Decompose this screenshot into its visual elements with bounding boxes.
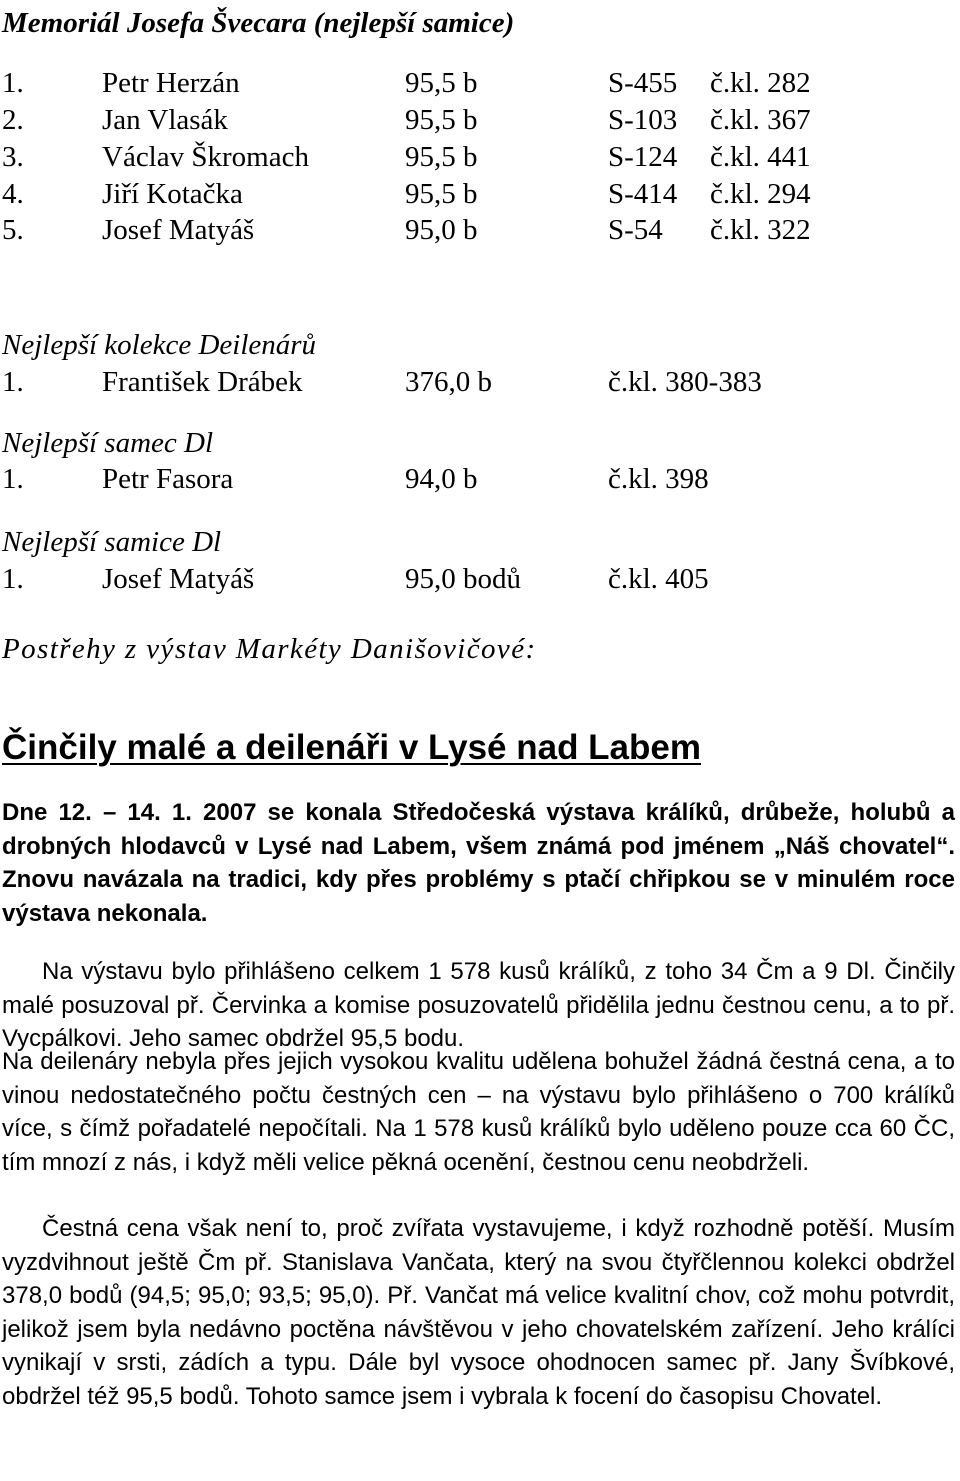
result-rank: 1. (2, 463, 24, 495)
article-paragraph: Na deilenáry nebyla přes jejich vysokou kvalitu udělena bohužel žádná čestná cena, a to vinou nedostatečného počtu čestných cen – na výstavu bylo přihlášeno o 700 králíků více, s čímž pořadatelé nepočítali. Na 1 578 kusů králíků bylo uděleno pouze cca 60 ČC, tím mnozí z nás, i když měli velice pěkná ocenění, čestnou cenu neobdrželi. (2, 1048, 955, 1176)
result-breeder: Jan Vlasák (102, 104, 228, 136)
category-title: Nejlepší samice Dl (2, 526, 222, 558)
article-intro: Dne 12. – 14. 1. 2007 se konala Středočeská výstava králíků, drůbeže, holubů a drobných hlodavců v Lysé nad Labem, všem známá pod jménem „Náš chovatel“. Znovu navázala na tradici, kdy přes problémy s ptačí chřipkou se v minulém roce výstava nekonala. (2, 799, 955, 927)
result-class-number: č.kl. 405 (608, 563, 709, 595)
result-ring: S-455 (608, 67, 678, 99)
result-breeder: Václav Škromach (102, 141, 309, 173)
result-rank: 1. (2, 366, 24, 398)
result-breeder: Josef Matyáš (102, 563, 255, 595)
result-class-number: č.kl. 441 (710, 141, 811, 173)
result-class-number: č.kl. 380-383 (608, 366, 762, 398)
result-breeder: Petr Herzán (102, 67, 240, 99)
result-class-number: č.kl. 282 (710, 67, 811, 99)
result-class-number: č.kl. 367 (710, 104, 811, 136)
result-ring: S-124 (608, 141, 678, 173)
paragraph-text: Čestná cena však není to, proč zvířata vystavujeme, i když rozhodně potěší. Musím vyzdvihnout ještě Čm př. Stanislava Vančata, který na svou čtyřčlennou kolekci obdržel 378,0 bodů (94,5; 95,0; 93,5; 95,0). Př. Vančat má velice kvalitní chov, což mohu potvrdit, jelikož jsem byla nedávno poctěna návštěvou v jeho chovatelském zařízení. Jeho králíci vynikají v srsti, zádích a typu. Dále byl vysoce ohodnocen samec př. Jany Švíbkové, obdržel též 95,5 bodů. Tohoto samce jsem i vybrala k focení do časopisu Chovatel. (2, 1215, 955, 1410)
result-points: 95,0 bodů (405, 563, 521, 595)
result-ring: S-54 (608, 214, 663, 246)
result-points: 95,5 b (405, 67, 478, 99)
article-title: Činčily malé a deilenáři v Lysé nad Labem (2, 728, 701, 767)
paragraph-text: Na výstavu bylo přihlášeno celkem 1 578 kusů králíků, z toho 34 Čm a 9 Dl. Činčily malé posuzoval př. Červinka a komise posuzovatelů přidělila jednu čestnou cenu, a to př. Vycpálkovi. Jeho samec obdržel 95,5 bodu. (2, 958, 955, 1052)
article-paragraph (2, 955, 955, 1056)
observations-heading: Postřehy z výstav Markéty Danišovičové: (2, 633, 537, 665)
result-class-number: č.kl. 294 (710, 178, 811, 210)
result-points: 94,0 b (405, 463, 478, 495)
result-rank: 1. (2, 563, 24, 595)
result-rank: 1. (2, 67, 24, 99)
result-breeder: Petr Fasora (102, 463, 234, 495)
result-rank: 3. (2, 141, 24, 173)
result-breeder: Josef Matyáš (102, 214, 255, 246)
result-rank: 2. (2, 104, 24, 136)
article-paragraph (2, 1212, 955, 1413)
result-points: 376,0 b (405, 366, 492, 398)
category-title: Nejlepší samec Dl (2, 427, 214, 459)
memorial-title: Memoriál Josefa Švecara (nejlepší samice) (2, 7, 515, 39)
result-ring: S-414 (608, 178, 678, 210)
result-points: 95,5 b (405, 141, 478, 173)
result-breeder: Jiří Kotačka (102, 178, 243, 210)
category-title: Nejlepší kolekce Deilenárů (2, 329, 317, 361)
result-class-number: č.kl. 398 (608, 463, 709, 495)
result-points: 95,0 b (405, 214, 478, 246)
result-breeder: František Drábek (102, 366, 303, 398)
result-rank: 4. (2, 178, 24, 210)
result-class-number: č.kl. 322 (710, 214, 811, 246)
result-points: 95,5 b (405, 178, 478, 210)
result-points: 95,5 b (405, 104, 478, 136)
result-rank: 5. (2, 214, 24, 246)
result-ring: S-103 (608, 104, 678, 136)
